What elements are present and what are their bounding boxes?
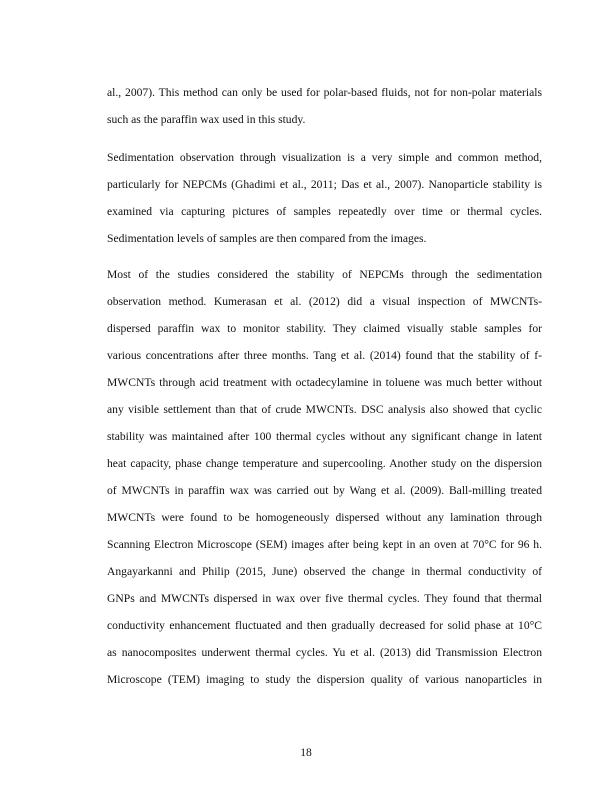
paragraph-3-line-3: dispersed paraffin wax to monitor stability. They claimed visually stable samples for bbox=[107, 322, 542, 335]
paragraph-3-line-11: Scanning Electron Microscope (SEM) images after being kept in an oven at 70°C for 96 h. bbox=[107, 538, 542, 551]
paragraph-3-line-2: observation method. Kumerasan et al. (2012) did a visual inspection of MWCNTs- bbox=[107, 295, 542, 308]
paragraph-2-line-4: Sedimentation levels of samples are then compared from the images. bbox=[107, 232, 427, 245]
paragraph-2-line-1: Sedimentation observation through visualization is a very simple and common method, bbox=[107, 151, 542, 164]
paragraph-3-line-13: GNPs and MWCNTs dispersed in wax over five thermal cycles. They found that thermal bbox=[107, 592, 542, 605]
paragraph-1-line-1: al., 2007). This method can only be used for polar-based fluids, not for non-polar materials bbox=[107, 86, 542, 99]
paragraph-3-line-15: as nanocomposites underwent thermal cycles. Yu et al. (2013) did Transmission Electron bbox=[107, 646, 542, 659]
paragraph-3-line-14: conductivity enhancement fluctuated and then gradually decreased for solid phase at 10°C bbox=[107, 619, 542, 632]
paragraph-3-line-10: MWCNTs were found to be homogeneously dispersed without any lamination through bbox=[107, 511, 542, 524]
paragraph-1-line-2: such as the paraffin wax used in this study. bbox=[107, 113, 306, 126]
paragraph-3-line-9: of MWCNTs in paraffin wax was carried out by Wang et al. (2009). Ball-milling treated bbox=[107, 484, 542, 497]
paragraph-3-line-6: any visible settlement than that of crude MWCNTs. DSC analysis also showed that cyclic bbox=[107, 403, 542, 416]
page-number: 18 bbox=[300, 746, 312, 759]
paragraph-2-line-2: particularly for NEPCMs (Ghadimi et al., 2011; Das et al., 2007). Nanoparticle stability is bbox=[107, 178, 542, 191]
paragraph-2-line-3: examined via capturing pictures of samples repeatedly over time or thermal cycles. bbox=[107, 205, 542, 218]
body-text bbox=[107, 86, 542, 726]
paragraph-3-line-16: Microscope (TEM) imaging to study the dispersion quality of various nanoparticles in bbox=[107, 673, 542, 686]
paragraph-3-line-4: various concentrations after three months. Tang et al. (2014) found that the stability of f- bbox=[107, 349, 542, 362]
paragraph-3-line-1: Most of the studies considered the stability of NEPCMs through the sedimentation bbox=[107, 268, 542, 281]
paragraph-3-line-5: MWCNTs through acid treatment with octadecylamine in toluene was much better without bbox=[107, 376, 542, 389]
paragraph-3-line-12: Angayarkanni and Philip (2015, June) observed the change in thermal conductivity of bbox=[107, 565, 542, 578]
paragraph-3-line-8: heat capacity, phase change temperature and supercooling. Another study on the dispersion bbox=[107, 457, 542, 470]
paragraph-3-line-7: stability was maintained after 100 thermal cycles without any significant change in latent bbox=[107, 430, 542, 443]
